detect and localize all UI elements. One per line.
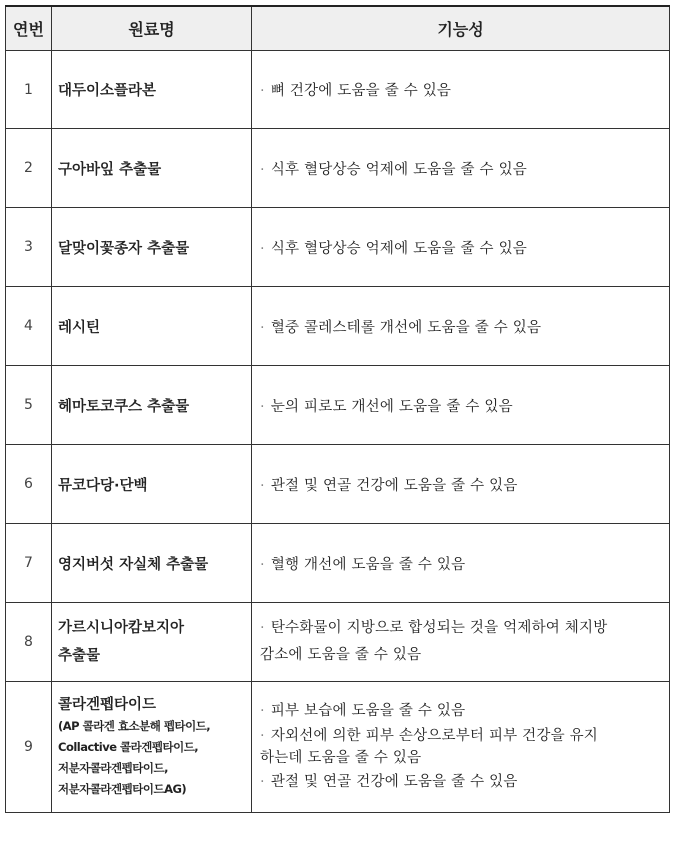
function-line-wrap xyxy=(260,698,663,725)
ingredient-name-line: 달맞이꽃종자 추출물 xyxy=(58,240,190,257)
function-cell xyxy=(252,129,670,208)
functional-ingredients-table xyxy=(5,5,670,813)
table-row xyxy=(6,524,670,603)
function-cell xyxy=(252,445,670,524)
header-name: 원료명 xyxy=(52,6,252,51)
row-number: 8 xyxy=(6,603,52,682)
ingredient-subname: 저분자콜라겐펩타이드, xyxy=(58,761,168,775)
ingredient-name xyxy=(52,287,252,366)
function-cell xyxy=(252,524,670,603)
ingredient-name xyxy=(52,603,252,682)
table-row xyxy=(6,208,670,287)
bullet-dot: · xyxy=(260,703,265,719)
function-cell xyxy=(252,682,670,813)
ingredient-name xyxy=(52,445,252,524)
row-number: 2 xyxy=(6,129,52,208)
ingredient-name-line: 콜라겐펩타이드 xyxy=(58,697,157,713)
function-line: 하는데 도움을 줄 수 있음 xyxy=(260,750,422,766)
ingredient-subname: Collactive 콜라겐펩타이드, xyxy=(58,740,199,754)
function-cell xyxy=(252,603,670,682)
bullet-dot: · xyxy=(260,398,265,415)
function-line: 피부 보습에 도움을 줄 수 있음 xyxy=(270,703,466,719)
bullet-dot: · xyxy=(260,620,265,636)
row-number: 7 xyxy=(6,524,52,603)
ingredient-name-line: 대두이소플라본 xyxy=(58,83,157,99)
ingredient-name xyxy=(52,524,252,603)
function-line: 혈중 콜레스테롤 개선에 도움을 줄 수 있음 xyxy=(270,319,542,336)
function-cell xyxy=(252,287,670,366)
ingredient-name-line: 추출물 xyxy=(58,648,101,664)
bullet-dot: · xyxy=(260,774,265,790)
row-number: 9 xyxy=(6,682,52,813)
bullet-dot: · xyxy=(260,240,265,257)
bullet-dot: · xyxy=(260,319,265,336)
bullet-dot: · xyxy=(260,477,265,494)
header-func: 기능성 xyxy=(252,6,670,51)
row-number: 5 xyxy=(6,366,52,445)
function-line: 관절 및 연골 건강에 도움을 줄 수 있음 xyxy=(270,477,518,494)
ingredient-name-line: 구아바잎 추출물 xyxy=(58,161,162,178)
function-line: 혈행 개선에 도움을 줄 수 있음 xyxy=(270,556,466,573)
function-line-wrap xyxy=(260,615,663,642)
function-line: 뼈 건강에 도움을 줄 수 있음 xyxy=(270,83,452,99)
ingredient-name xyxy=(52,366,252,445)
function-line: 자외선에 의한 피부 손상으로부터 피부 건강을 유지 xyxy=(270,728,599,744)
ingredient-name xyxy=(52,51,252,129)
row-number: 6 xyxy=(6,445,52,524)
row-number: 4 xyxy=(6,287,52,366)
table-row xyxy=(6,51,670,129)
ingredient-subname: 저분자콜라겐펩타이드AG) xyxy=(58,782,187,796)
ingredient-name-line: 영지버섯 자실체 추출물 xyxy=(58,556,209,573)
bullet-dot: · xyxy=(260,83,265,99)
ingredient-name xyxy=(52,208,252,287)
ingredient-name xyxy=(52,682,252,813)
table-row xyxy=(6,445,670,524)
ingredient-name xyxy=(52,129,252,208)
bullet-dot: · xyxy=(260,161,265,178)
header-row xyxy=(6,6,670,51)
ingredient-name-line: 헤마토코쿠스 추출물 xyxy=(58,398,190,415)
function-cell xyxy=(252,208,670,287)
header-no: 연번 xyxy=(6,6,52,51)
ingredient-name-line: 레시틴 xyxy=(58,319,101,336)
row-number: 1 xyxy=(6,51,52,129)
table-row xyxy=(6,129,670,208)
function-line: 식후 혈당상승 억제에 도움을 줄 수 있음 xyxy=(270,240,527,257)
ingredient-name-line: 뮤코다당·단백 xyxy=(58,477,148,494)
row-number: 3 xyxy=(6,208,52,287)
ingredient-name-line: 가르시니아캄보지아 xyxy=(58,620,185,636)
function-line-wrap xyxy=(260,769,663,796)
table-row xyxy=(6,682,670,813)
function-line: 탄수화물이 지방으로 합성되는 것을 억제하여 체지방 xyxy=(270,620,608,636)
function-line: 눈의 피로도 개선에 도움을 줄 수 있음 xyxy=(270,398,513,415)
function-line: 식후 혈당상승 억제에 도움을 줄 수 있음 xyxy=(270,161,527,178)
function-line-wrap xyxy=(260,725,663,747)
function-cell xyxy=(252,51,670,129)
function-cell xyxy=(252,366,670,445)
table-row xyxy=(6,287,670,366)
function-line: 관절 및 연골 건강에 도움을 줄 수 있음 xyxy=(270,774,518,790)
table-row xyxy=(6,366,670,445)
bullet-dot: · xyxy=(260,728,265,744)
table-row xyxy=(6,603,670,682)
ingredient-subname: (AP 콜라겐 효소분해 펩타이드, xyxy=(58,719,211,733)
bullet-dot: · xyxy=(260,556,265,573)
function-line: 감소에 도움을 줄 수 있음 xyxy=(260,647,422,663)
